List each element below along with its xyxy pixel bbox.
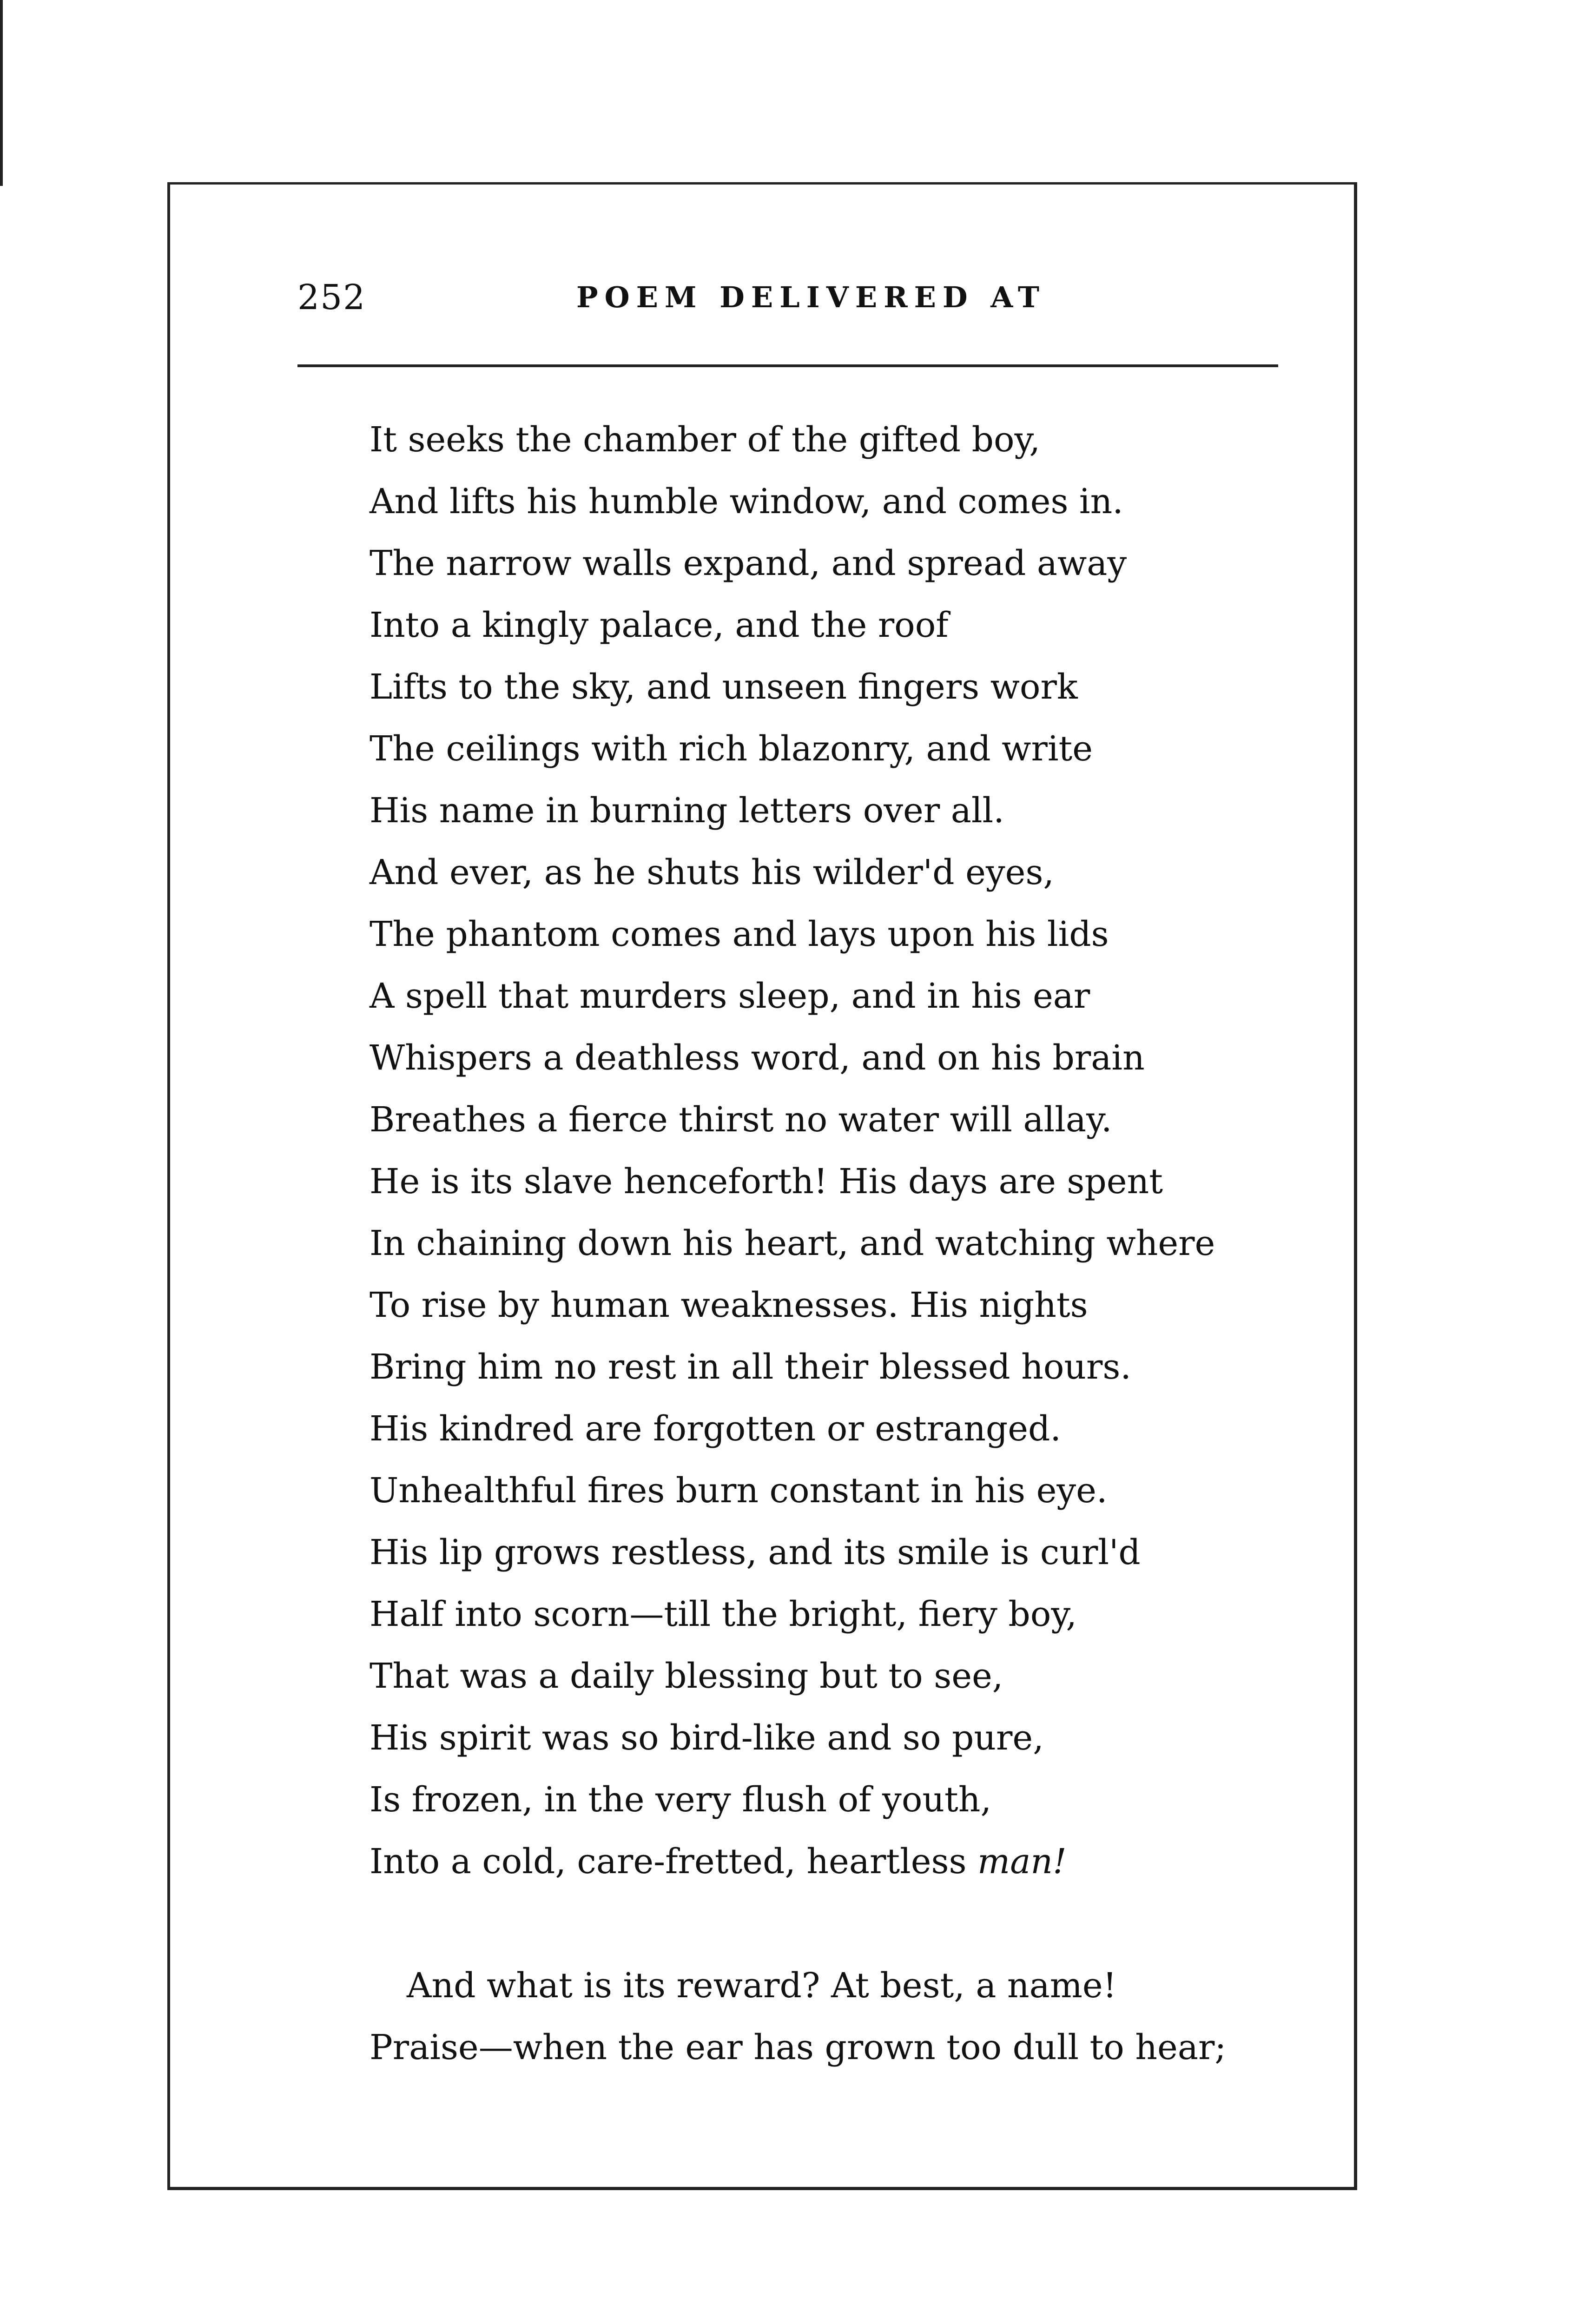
poem-line: The phantom comes and lays upon his lids xyxy=(370,914,1109,954)
emphasis-word: man! xyxy=(977,1842,1067,1882)
poem-line: Lifts to the sky, and unseen fingers work xyxy=(370,667,1078,707)
poem-line-last xyxy=(370,1831,1346,1893)
poem-line: His kindred are forgotten or estranged. xyxy=(370,1409,1061,1449)
poem-line: His lip grows restless, and its smile is curl'd xyxy=(370,1532,1141,1572)
poem-line: Half into scorn—till the bright, fiery boy, xyxy=(370,1594,1077,1634)
poem-line: The narrow walls expand, and spread away xyxy=(370,543,1127,583)
poem-line-text: Into a cold, care-fretted, heartless xyxy=(370,1842,967,1882)
poem-line: Bring him no rest in all their blessed hours. xyxy=(370,1347,1131,1387)
poem-line: That was a daily blessing but to see, xyxy=(370,1656,1003,1696)
poem-line: Into a kingly palace, and the roof xyxy=(370,605,949,645)
running-title: POEM DELIVERED AT xyxy=(576,280,1046,314)
poem-line: He is its slave henceforth! His days are spent xyxy=(370,1162,1163,1202)
stanza-break xyxy=(370,1893,1346,1955)
poem-line: The ceilings with rich blazonry, and write xyxy=(370,729,1093,769)
poem-line: Whispers a deathless word, and on his brain xyxy=(370,1038,1145,1078)
poem-line: And lifts his humble window, and comes in. xyxy=(370,482,1123,522)
poem-line: It seeks the chamber of the gifted boy, xyxy=(370,420,1040,460)
poem-line: To rise by human weaknesses. His nights xyxy=(370,1285,1088,1325)
poem-line: A spell that murders sleep, and in his ear xyxy=(370,976,1090,1016)
poem-line: And what is its reward? At best, a name! xyxy=(407,1966,1117,2006)
scan-edge xyxy=(0,0,3,186)
poem-line: Breathes a fierce thirst no water will allay. xyxy=(370,1100,1112,1140)
page-header xyxy=(297,274,1287,321)
poem-line: And ever, as he shuts his wilder'd eyes, xyxy=(370,852,1054,892)
poem-body xyxy=(370,409,1346,2079)
header-rule xyxy=(297,364,1278,367)
poem-line: His name in burning letters over all. xyxy=(370,791,1004,831)
poem-line: Praise—when the ear has grown too dull to hear; xyxy=(370,2027,1227,2067)
poem-line: His spirit was so bird-like and so pure, xyxy=(370,1718,1044,1758)
page-number: 252 xyxy=(297,277,366,317)
poem-line: In chaining down his heart, and watching where xyxy=(370,1223,1215,1263)
poem-line: Is frozen, in the very flush of youth, xyxy=(370,1780,991,1820)
poem-line: Unhealthful fires burn constant in his eye. xyxy=(370,1471,1108,1511)
